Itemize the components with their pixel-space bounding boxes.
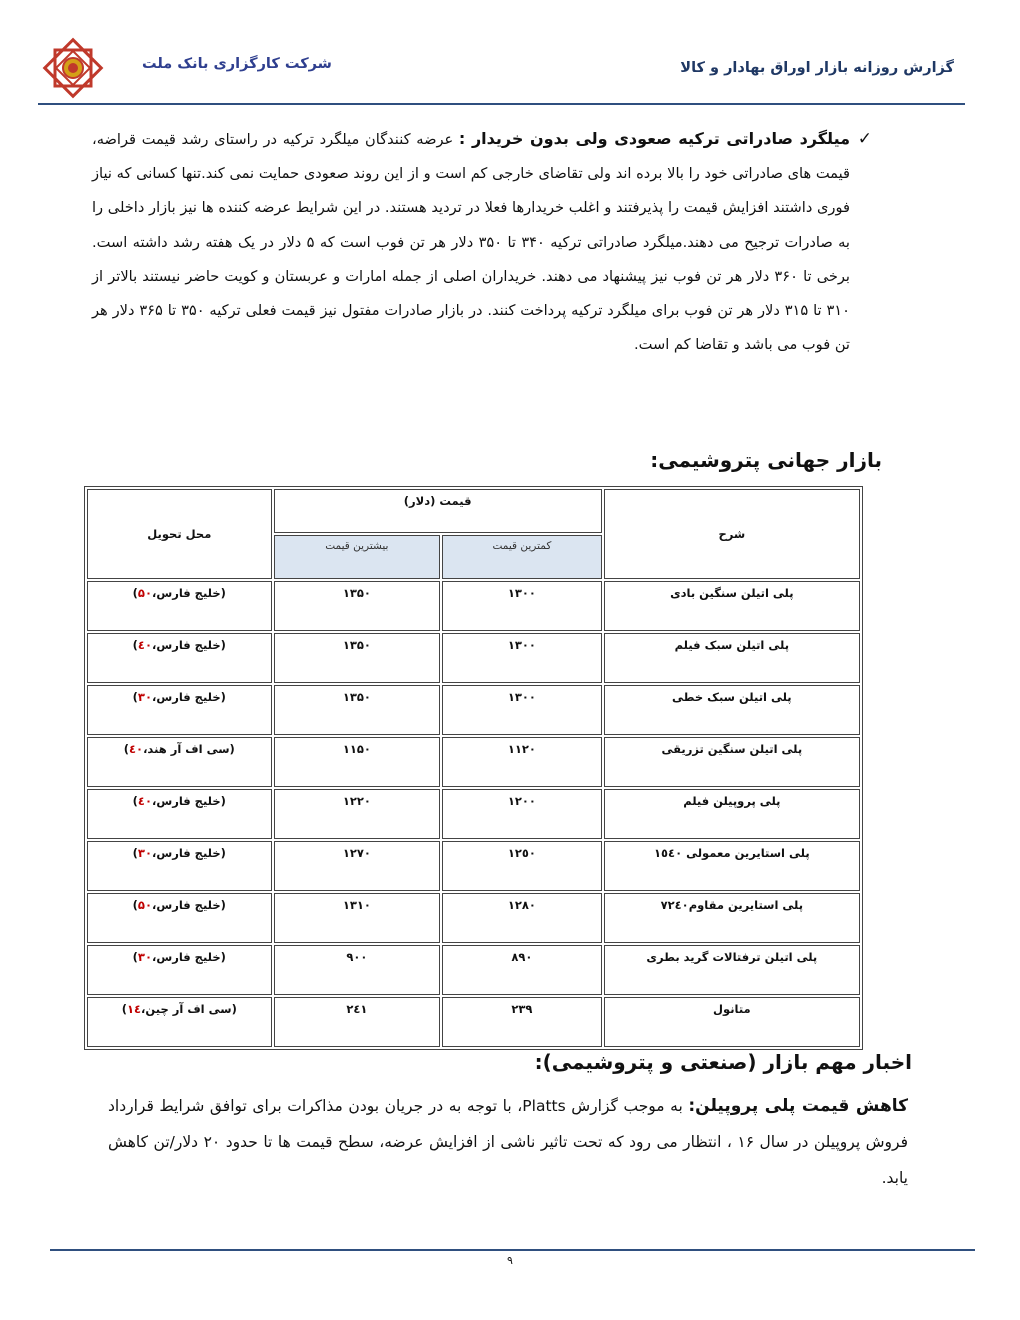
col-header-max-price: بیشترین قیمت: [274, 535, 441, 579]
rebar-news-body: عرضه کنندگان میلگرد ترکیه در راستای رشد قیمت قراضه، قیمت های صادراتی خود را بالا برده اند ولی تقاضای خارجی کم است و از این روند صعودی حمایت نمی کند.تنها کسانی که نیاز فوری داشتند افزایش قیمت را پذیرفتند و اغلب خریدارها فعلا در تردید هستند. در این شرایط عرضه کننده ها نیز بازار داخلی را به صادرات ترجیح می دهند.میلگرد صادراتی ترکیه ۳۴۰ تا ۳۵۰ دلار هر تن فوب است که ۵ دلار در یک هفته رشد داشته است. برخی تا ۳۶۰ دلار هر تن فوب نیز پیشنهاد می دهند. خریداران اصلی از جمله امارات و عربستان و کویت حاضر نیستند بالاتر از ۳۱۰ تا ۳۱۵ دلار هر تن فوب برای میلگرد ترکیه پرداخت کنند. در بازار صادرات مفتول نیز قیمت فعلی ترکیه ۳۵۰ تا ۳۶۵ دلار هر تن فوب می باشد و تقاضا کم است.: [92, 131, 850, 354]
product-name: پلی اتیلن سبک فیلم: [604, 633, 860, 683]
header-divider: [38, 103, 965, 105]
page-number: ۹: [507, 1254, 513, 1267]
product-name: متانول: [604, 997, 860, 1047]
delivery-place: (خلیج فارس،: [151, 950, 226, 964]
petrochemical-heading: بازار جهانی پتروشیمی:: [650, 448, 882, 472]
delivery-place: (خلیج فارس،: [151, 794, 226, 808]
table-row: [87, 737, 860, 787]
table-row: [87, 945, 860, 995]
delivery-location: [87, 893, 272, 943]
max-price: ۱۲۷۰: [274, 841, 441, 891]
rebar-news-paragraph: [92, 122, 872, 362]
checkmark-icon: ✓: [857, 129, 872, 149]
delivery-days: ۵۰: [137, 586, 152, 600]
polypropylene-news-body: به موجب گزارش Platts، با توجه به در جریان بودن مذاکرات برای توافق شرایط قرارداد فروش پروپیلن در سال ۱۶ ، انتظار می رود که تحت تاثیر ناشی از افزایش عرضه، سطح قیمت ها تا حدود ۲۰ دلار/تن کاهش یابد.: [108, 1097, 909, 1187]
delivery-close-paren: ): [123, 742, 130, 756]
delivery-days: ۳۰: [137, 950, 152, 964]
market-news-heading: اخبار مهم بازار (صنعتی و پتروشیمی):: [534, 1050, 912, 1074]
delivery-close-paren: ): [132, 586, 138, 600]
delivery-days: ۱٤: [127, 1002, 142, 1016]
delivery-location: [87, 633, 272, 683]
product-name: پلی استایرین مقاوم۷۲٤۰: [604, 893, 860, 943]
min-price: ۱۲۸۰: [442, 893, 602, 943]
delivery-location: [87, 841, 272, 891]
max-price: ۱۳۵۰: [274, 633, 441, 683]
delivery-place: (خلیج فارس،: [151, 638, 226, 652]
delivery-location: [87, 737, 272, 787]
delivery-place: (خلیج فارس،: [151, 846, 226, 860]
min-price: ۲۳۹: [442, 997, 602, 1047]
product-name: پلی اتیلن سنگین بادی: [604, 581, 860, 631]
delivery-location: [87, 685, 272, 735]
max-price: ۱۳۵۰: [274, 581, 441, 631]
delivery-location: [87, 789, 272, 839]
delivery-close-paren: ): [132, 846, 138, 860]
min-price: ۱۳۰۰: [442, 633, 602, 683]
max-price: ۱۳۵۰: [274, 685, 441, 735]
delivery-place: (سی اف آر چین،: [141, 1002, 237, 1016]
min-price: ۱۱۲۰: [442, 737, 602, 787]
max-price: ۲٤۱: [274, 997, 441, 1047]
delivery-close-paren: ): [121, 1002, 127, 1016]
min-price: ۱۲۰۰: [442, 789, 602, 839]
max-price: ۱۲۲۰: [274, 789, 441, 839]
product-name: پلی اتیلن سبک خطی: [604, 685, 860, 735]
report-title: گزارش روزانه بازار اوراق بهادار و کالا: [680, 60, 954, 76]
col-header-delivery: محل تحویل: [87, 489, 272, 579]
product-name: پلی استایرین معمولی ۱٥٤۰: [604, 841, 860, 891]
delivery-place: (خلیج فارس،: [151, 586, 226, 600]
product-name: پلی اتیلن سنگین تزریقی: [604, 737, 860, 787]
delivery-place: (سی اف آر هند،: [143, 742, 235, 756]
max-price: ۱۳۱۰: [274, 893, 441, 943]
table-row: [87, 685, 860, 735]
delivery-location: [87, 945, 272, 995]
broker-name: شرکت کارگزاری بانک ملت: [142, 56, 332, 72]
table-row: [87, 789, 860, 839]
delivery-close-paren: ): [132, 638, 138, 652]
delivery-place: (خلیج فارس،: [151, 690, 226, 704]
delivery-close-paren: ): [132, 898, 138, 912]
delivery-place: (خلیج فارس،: [151, 898, 226, 912]
delivery-days: ۳۰: [137, 846, 152, 860]
min-price: ۱۳۰۰: [442, 581, 602, 631]
rebar-news-title: میلگرد صادراتی ترکیه صعودی ولی بدون خریدار :: [458, 129, 851, 148]
bank-mellat-logo: [40, 35, 106, 101]
table-row: [87, 633, 860, 683]
table-row: [87, 841, 860, 891]
col-header-min-price: کمترین قیمت: [442, 535, 602, 579]
delivery-location: [87, 581, 272, 631]
max-price: ۱۱۵۰: [274, 737, 441, 787]
delivery-days: ۳۰: [137, 690, 152, 704]
polypropylene-news-title: کاهش قیمت پلی پروپیلن:: [688, 1096, 909, 1116]
product-name: پلی پروپیلن فیلم: [604, 789, 860, 839]
max-price: ۹۰۰: [274, 945, 441, 995]
product-name: پلی اتیلن ترفتالات گرید بطری: [604, 945, 860, 995]
delivery-days: ٤۰: [129, 742, 144, 756]
delivery-close-paren: ): [132, 794, 138, 808]
polypropylene-news-paragraph: [108, 1088, 908, 1196]
delivery-location: [87, 997, 272, 1047]
table-row: [87, 581, 860, 631]
table-row: [87, 997, 860, 1047]
col-header-price: قیمت (دلار): [274, 489, 602, 533]
delivery-days: ٤۰: [137, 638, 152, 652]
table-row: [87, 893, 860, 943]
delivery-days: ۵۰: [137, 898, 152, 912]
delivery-close-paren: ): [132, 690, 138, 704]
delivery-close-paren: ): [132, 950, 138, 964]
footer-divider: [50, 1249, 975, 1251]
petrochemical-price-table: [84, 486, 863, 1050]
col-header-description: شرح: [604, 489, 860, 579]
delivery-days: ٤۰: [137, 794, 152, 808]
min-price: ۱۳۰۰: [442, 685, 602, 735]
min-price: ۱۲٥۰: [442, 841, 602, 891]
page-header: [0, 0, 1020, 110]
min-price: ۸۹۰: [442, 945, 602, 995]
